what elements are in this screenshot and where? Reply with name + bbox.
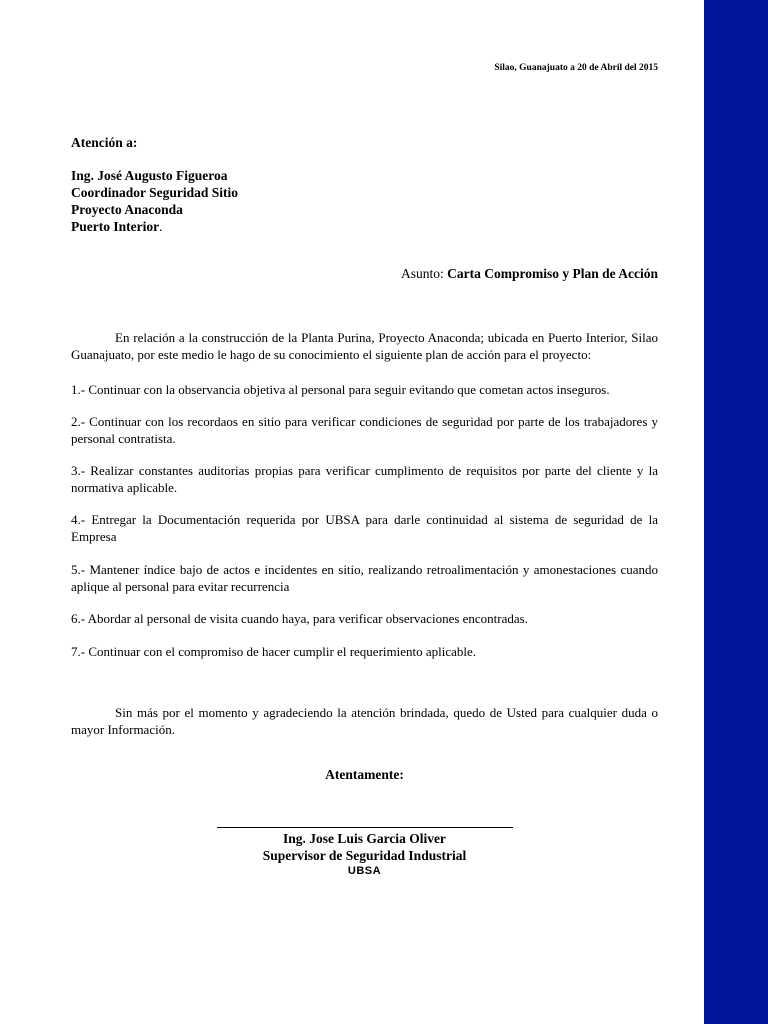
action-item-3: 3.- Realizar constantes auditorias propias para verificar cumplimento de requisitos por parte del cliente y la normativa aplicable. xyxy=(71,463,658,495)
recipient-location-line xyxy=(71,218,238,235)
signer-title: Supervisor de Seguridad Industrial xyxy=(262,848,467,863)
closing-paragraph: Sin más por el momento y agradeciendo la atención brindada, quedo de Usted para cualquier duda o mayor Información. xyxy=(71,705,658,737)
recipient-name: Ing. José Augusto Figueroa xyxy=(71,168,228,183)
recipient-block xyxy=(71,167,238,235)
letter-page xyxy=(71,0,658,1024)
intro-paragraph: En relación a la construcción de la Planta Purina, Proyecto Anaconda; ubicada en Puerto Interior, Silao Guanajuato, por este medio le hago de su conocimiento el siguiente plan de acción para el proyecto: xyxy=(71,330,658,362)
recipient-project: Proyecto Anaconda xyxy=(71,202,183,217)
company-name: UBSA xyxy=(347,865,382,877)
action-item-1: 1.- Continuar con la observancia objetiva al personal para seguir evitando que cometan actos inseguros. xyxy=(71,382,610,397)
recipient-location-period: . xyxy=(159,219,163,234)
subject-label: Asunto: xyxy=(400,266,448,281)
recipient-location: Puerto Interior xyxy=(71,219,160,234)
action-item-6: 6.- Abordar al personal de visita cuando haya, para verificar observaciones encontradas. xyxy=(71,611,528,626)
subject-line xyxy=(401,266,658,282)
recipient-role: Coordinador Seguridad Sitio xyxy=(71,185,239,200)
action-item-4: 4.- Entregar la Documentación requerida por UBSA para darle continuidad al sistema de seguridad de la Empresa xyxy=(71,512,658,544)
attention-heading: Atención a: xyxy=(71,135,138,150)
blue-side-bar xyxy=(704,0,768,1024)
action-item-7: 7.- Continuar con el compromiso de hacer cumplir el requerimiento aplicable. xyxy=(71,644,477,659)
date-line: Silao, Guanajuato a 20 de Abril del 2015 xyxy=(494,63,658,73)
subject-text: Carta Compromiso y Plan de Acción xyxy=(447,266,658,281)
closing-word: Atentamente: xyxy=(325,767,404,782)
signer-name: Ing. Jose Luis Garcia Oliver xyxy=(283,831,446,846)
action-item-2: 2.- Continuar con los recordaos en sitio para verificar condiciones de seguridad por parte de los trabajadores y personal contratista. xyxy=(71,414,658,446)
signature-line xyxy=(217,827,513,828)
action-item-5: 5.- Mantener índice bajo de actos e incidentes en sitio, realizando retroalimentación y amonestaciones cuando aplique al personal para evitar recurrencia xyxy=(71,562,658,594)
